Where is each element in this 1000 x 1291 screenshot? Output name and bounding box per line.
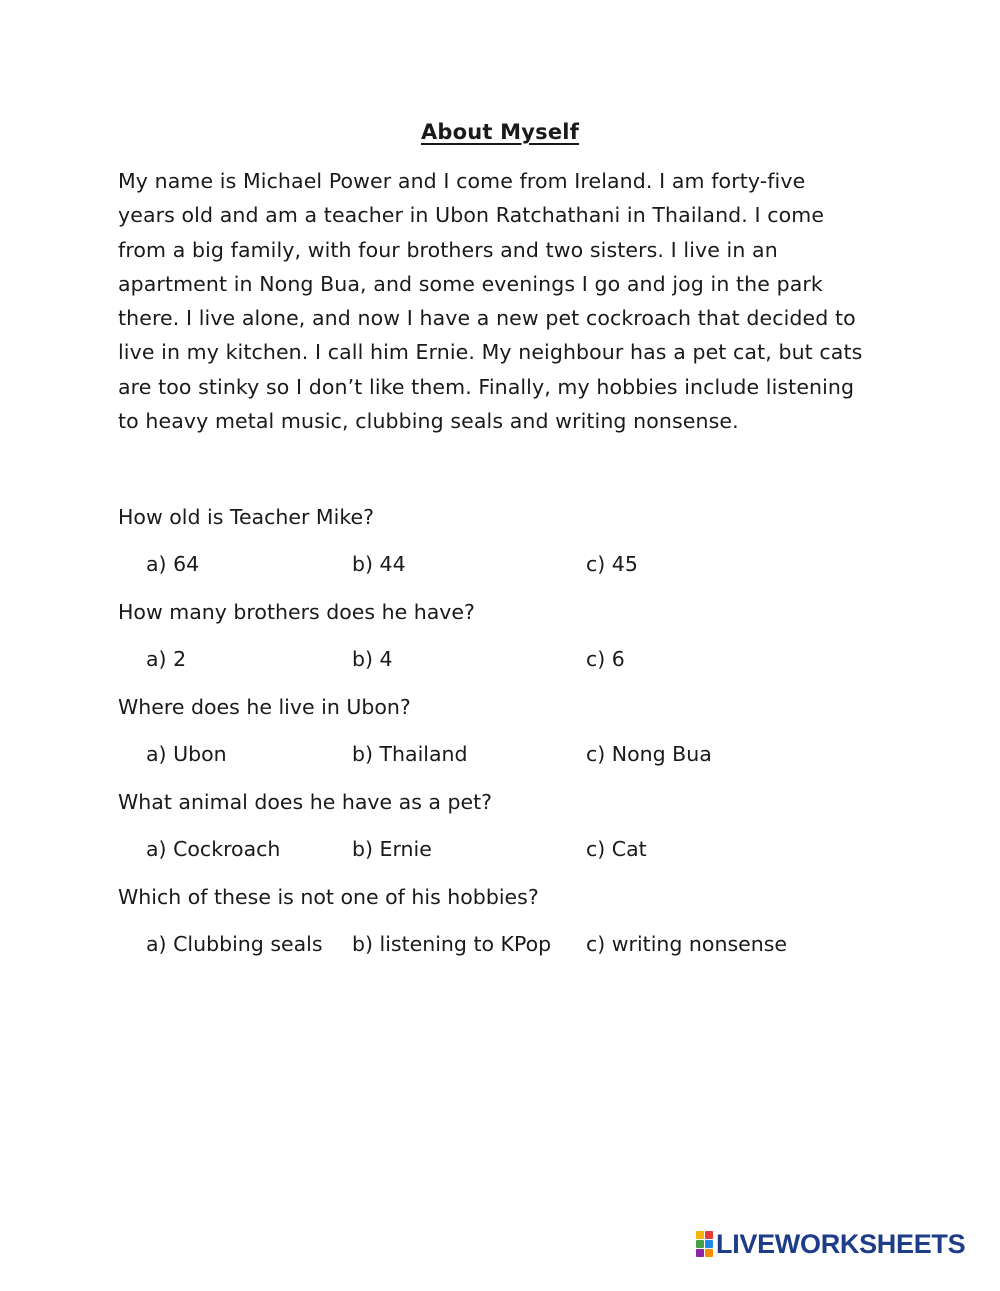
option-a[interactable]: a) 64: [146, 552, 200, 576]
logo-block: [705, 1240, 713, 1248]
document-title: About Myself: [420, 120, 580, 144]
passage-line: My name is Michael Power and I come from Ireland. I am forty-five: [118, 169, 806, 193]
question-text: How many brothers does he have?: [118, 600, 475, 624]
answer-options: [118, 832, 918, 880]
passage-line: to heavy metal music, clubbing seals and writing nonsense.: [118, 409, 739, 434]
answer-options: [118, 547, 918, 595]
passage-line: live in my kitchen. I call him Ernie. My neighbour has a pet cat, but cats: [118, 340, 863, 365]
answer-options: [118, 642, 918, 690]
option-a[interactable]: a) 2: [146, 647, 187, 671]
logo-block: [696, 1249, 704, 1257]
option-c[interactable]: c) Nong Bua: [586, 742, 712, 766]
logo-block: [705, 1231, 713, 1239]
passage-line: are too stinky so I don’t like them. Finally, my hobbies include listening: [118, 374, 855, 399]
passage-line: from a big family, with four brothers and two sisters. I live in an: [118, 237, 778, 262]
logo-block: [696, 1240, 704, 1248]
answer-options: [118, 737, 918, 785]
option-b[interactable]: b) Thailand: [352, 742, 468, 766]
answer-options: [118, 927, 918, 975]
option-b[interactable]: b) Ernie: [352, 837, 432, 861]
logo-block: [705, 1249, 713, 1257]
question-text: How old is Teacher Mike?: [118, 505, 374, 529]
option-c[interactable]: c) Cat: [586, 837, 647, 861]
question-text: What animal does he have as a pet?: [118, 790, 493, 814]
option-b[interactable]: b) 44: [352, 552, 406, 576]
passage-line: apartment in Nong Bua, and some evenings I go and jog in the park: [118, 271, 823, 296]
option-a[interactable]: a) Clubbing seals: [146, 932, 323, 956]
option-a[interactable]: a) Cockroach: [146, 837, 281, 861]
logo-block: [696, 1231, 704, 1239]
passage-line: there. I live alone, and now I have a new pet cockroach that decided to: [118, 306, 856, 331]
option-a[interactable]: a) Ubon: [146, 742, 227, 766]
liveworksheets-logo: [696, 1229, 965, 1259]
option-c[interactable]: c) 6: [586, 647, 625, 671]
question-text: Which of these is not one of his hobbies?: [118, 885, 539, 909]
option-c[interactable]: c) writing nonsense: [586, 932, 788, 956]
question-text: Where does he live in Ubon?: [118, 695, 411, 719]
option-b[interactable]: b) 4: [352, 647, 393, 671]
logo-blocks-icon: [696, 1231, 713, 1257]
option-b[interactable]: b) listening to KPop: [352, 932, 552, 956]
passage-line: years old and am a teacher in Ubon Ratchathani in Thailand. I come: [118, 203, 825, 228]
reading-passage: [118, 164, 898, 438]
option-c[interactable]: c) 45: [586, 552, 638, 576]
question-list: [118, 500, 918, 975]
logo-text: LIVEWORKSHEETS: [716, 1228, 966, 1259]
